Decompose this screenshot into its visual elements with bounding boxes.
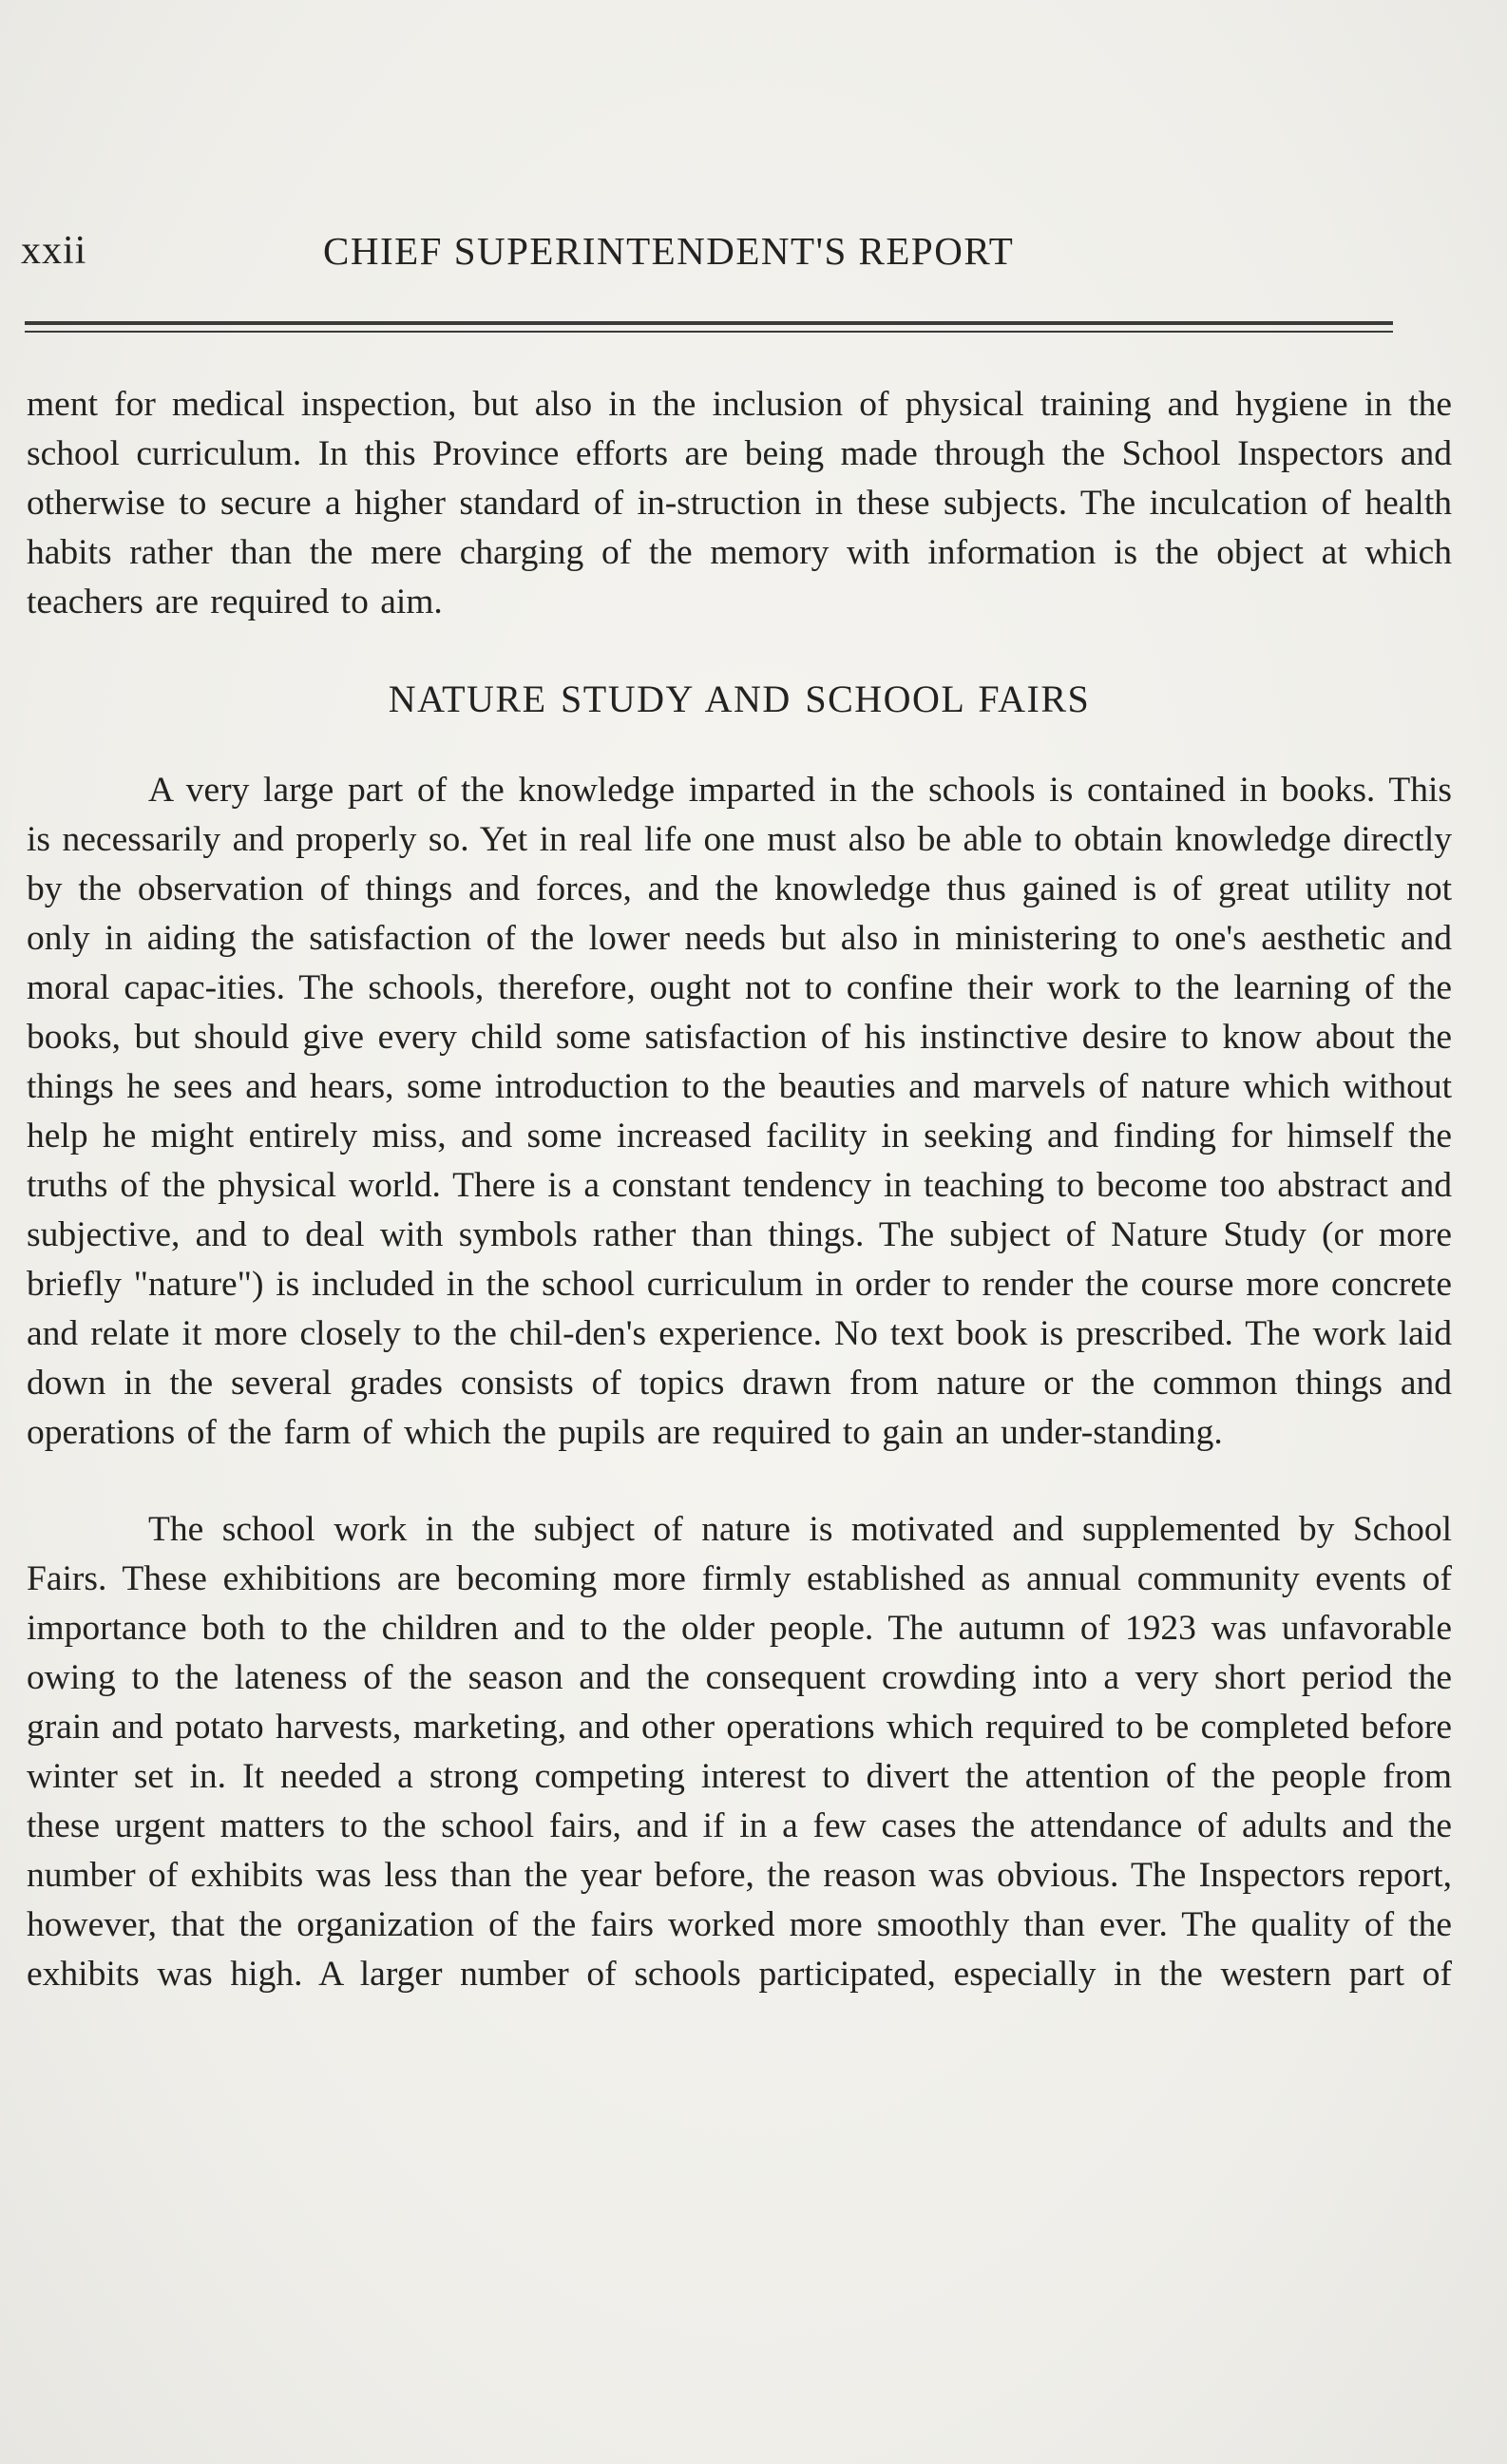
header-rule-thin xyxy=(25,331,1393,333)
running-title: CHIEF SUPERINTENDENT'S REPORT xyxy=(323,229,1015,273)
paragraph-school-fairs: The school work in the subject of nature is motivated and supplemented by School Fairs. These exhibitions are becoming more firmly established as annual community events of importance both to the children and to the older people. The autumn of 1923 was unfavorable owing to the lateness of the season and the consequent crowding into a very short period the grain and potato harvests, marketing, and other operations which required to be completed before winter set in. It needed a strong competing interest to divert the attention of the people from these urgent matters to the school fairs, and if in a few cases the attendance of adults and the number of exhibits was less than the year before, the reason was obvious. The Inspectors report, however, that the organization of the fairs worked more smoothly than ever. The quality of the exhibits was high. A larger number of schools participated, especially in the western part of xyxy=(27,1510,1452,1994)
header-rule-thick xyxy=(25,321,1393,325)
page-header xyxy=(21,228,1389,285)
section-heading: NATURE STUDY AND SCHOOL FAIRS xyxy=(388,678,1091,720)
body-text xyxy=(27,380,1452,1999)
paragraph-health-education: ment for medical inspection, but also in the inclusion of physical training and hygiene in the school curriculum. In this Province efforts are being made through the School Inspectors and otherwise to secure a higher standard of in-struction in these subjects. The inculcation of health habits rather than the mere charging of the memory with information is the object at which teachers are required to aim. xyxy=(27,385,1452,621)
paragraph-gap xyxy=(27,1458,1452,1505)
page-number: xxii xyxy=(21,229,87,273)
paragraph-nature-study: A very large part of the knowledge imparted in the schools is contained in books. This is necessarily and properly so. Yet in real life one must also be able to obtain knowledge directly by the observation of things and forces, and the knowledge thus gained is of great utility not only in aiding the satisfaction of the lower needs but also in ministering to one's aesthetic and moral capac-ities. The schools, therefore, ought not to confine their work to the learning of the books, but should give every child some satisfaction of his instinctive desire to know about the things he sees and hears, some introduction to the beauties and marvels of nature which without help he might entirely miss, and some increased facility in seeking and finding for himself the truths of the physical world. There is a constant tendency in teaching to become too abstract and subjective, and to deal with symbols rather than things. The subject of Nature Study (or more briefly "nature") is included in the school curriculum in order to render the course more concrete and relate it more closely to the chil-den's experience. No text book is prescribed. The work laid down in the several grades consists of topics drawn from nature or the common things and operations of the farm of which the pupils are required to gain an under-standing. xyxy=(27,771,1452,1452)
